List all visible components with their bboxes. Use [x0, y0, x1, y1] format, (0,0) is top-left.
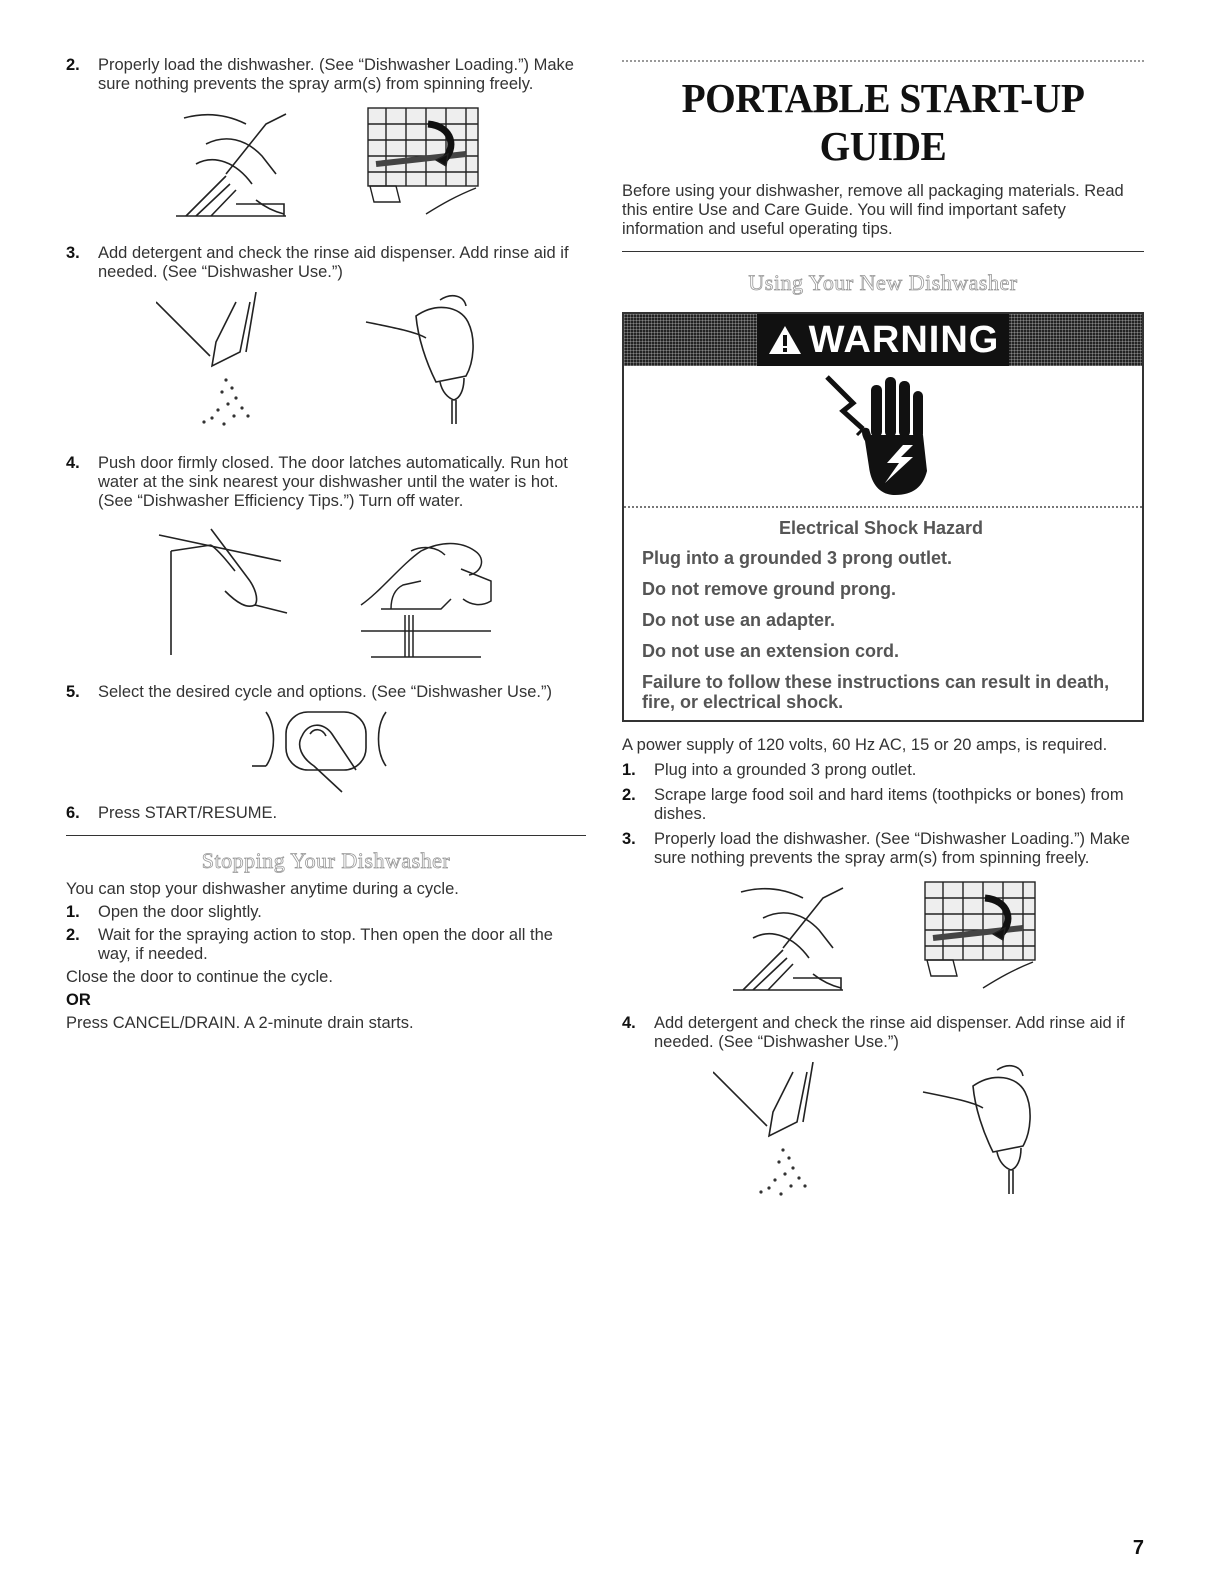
- page-number: 7: [1132, 1537, 1144, 1559]
- using-section-heading: Using Your New Dishwasher: [748, 270, 1018, 295]
- section-divider: [66, 835, 586, 836]
- step-number: 3.: [622, 830, 636, 848]
- step-text: Scrape large food soil and hard items (toothpicks or bones) from dishes.: [654, 786, 1124, 823]
- hazard-line: Do not use an extension cord.: [642, 641, 900, 661]
- portable-loading-illustrations: [622, 878, 1144, 996]
- loading-illustrations: [66, 104, 586, 222]
- warning-label: [757, 314, 1010, 366]
- step-number: 6.: [66, 804, 80, 822]
- detergent-illustrations: [66, 292, 586, 432]
- right-column: [622, 60, 1144, 1202]
- step-text: Add detergent and check the rinse aid dispenser. Add rinse aid if needed. (See “Dishwasher Use.”): [98, 244, 569, 281]
- step-text: Add detergent and check the rinse aid dispenser. Add rinse aid if needed. (See “Dishwasher Use.”): [654, 1014, 1125, 1051]
- step-number: 1.: [622, 761, 636, 779]
- step-3-detergent: [66, 244, 586, 282]
- closing-door-illustration: [151, 521, 291, 661]
- step-text: Wait for the spraying action to stop. Then open the door all the way, if needed.: [98, 926, 553, 963]
- portable-step-3: [622, 830, 1144, 868]
- step-text: Select the desired cycle and options. (See “Dishwasher Use.”): [98, 683, 552, 701]
- spray-arm-illustration: [913, 878, 1043, 996]
- step-number: 3.: [66, 244, 80, 262]
- hazard-line: Do not use an adapter.: [642, 610, 836, 630]
- warning-text: WARNING: [808, 318, 1000, 361]
- step-text: Plug into a grounded 3 prong outlet.: [654, 761, 917, 779]
- electric-shock-hand-icon: [823, 371, 943, 501]
- cancel-drain-text: Press CANCEL/DRAIN. A 2-minute drain starts.: [66, 1014, 414, 1032]
- close-door-text: Close the door to continue the cycle.: [66, 968, 333, 986]
- section-divider: [622, 251, 1144, 252]
- stop-step-2: [66, 926, 586, 964]
- faucet-running-water-illustration: [351, 521, 501, 661]
- warning-banner: [624, 314, 1142, 366]
- portable-step-1: [622, 761, 1144, 780]
- hazard-line: Plug into a grounded 3 prong outlet.: [642, 548, 952, 568]
- hand-holding-rack-illustration: [723, 878, 853, 996]
- step-number: 4.: [66, 454, 80, 472]
- door-water-illustrations: [66, 521, 586, 661]
- button-press-illustration-row: [66, 706, 586, 802]
- step-text: Properly load the dishwasher. (See “Dishwasher Loading.”) Make sure nothing prevents the spray arm(s) from spinning freely.: [654, 830, 1130, 867]
- step-5-select-cycle: [66, 683, 586, 702]
- hazard-line: Failure to follow these instructions can result in death, fire, or electrical shock.: [642, 672, 1110, 712]
- top-dotted-rule: [622, 60, 1144, 62]
- left-column: [66, 56, 586, 1033]
- stopping-intro: You can stop your dishwasher anytime during a cycle.: [66, 880, 459, 898]
- pouring-detergent-illustration: [713, 1062, 853, 1202]
- stopping-section-heading: Stopping Your Dishwasher: [201, 848, 451, 873]
- stop-step-1: [66, 903, 586, 922]
- hazard-text-block: [624, 508, 1142, 720]
- step-text: Press START/RESUME.: [98, 804, 278, 822]
- step-number: 5.: [66, 683, 80, 701]
- pouring-detergent-illustration: [156, 292, 296, 432]
- finger-pressing-button-illustration: [246, 706, 406, 802]
- power-supply-text: A power supply of 120 volts, 60 Hz AC, 15 or 20 amps, is required.: [622, 736, 1108, 754]
- hand-holding-rack-illustration: [166, 104, 296, 222]
- warning-triangle-icon: [767, 324, 803, 356]
- or-label: OR: [66, 991, 91, 1009]
- hazard-line: Do not remove ground prong.: [642, 579, 896, 599]
- step-number: 2.: [622, 786, 636, 804]
- step-6-start: [66, 804, 586, 823]
- step-text: Push door firmly closed. The door latches automatically. Run hot water at the sink nearest your dishwasher until the water is hot. (See “Dishwasher Efficiency Tips.”) Turn off water.: [98, 454, 568, 510]
- step-4-door: [66, 454, 586, 511]
- step-number: 2.: [66, 926, 80, 944]
- intro-text: Before using your dishwasher, remove all packaging materials. Read this entire Use and Care Guide. You will find important safety information and useful operating tips.: [622, 182, 1124, 238]
- portable-detergent-illustrations: [622, 1062, 1144, 1202]
- step-2-load: [66, 56, 586, 94]
- warning-box: [622, 312, 1144, 722]
- step-text: Properly load the dishwasher. (See “Dishwasher Loading.”) Make sure nothing prevents the spray arm(s) from spinning freely.: [98, 56, 574, 93]
- shock-icon-area: [624, 366, 1142, 506]
- portable-step-2: [622, 786, 1144, 824]
- portable-step-4: [622, 1014, 1144, 1052]
- spray-arm-illustration: [356, 104, 486, 222]
- step-number: 1.: [66, 903, 80, 921]
- rinse-aid-bottle-illustration: [913, 1062, 1053, 1202]
- rinse-aid-bottle-illustration: [356, 292, 496, 432]
- step-number: 2.: [66, 56, 80, 74]
- page-title: PORTABLE START-UP GUIDE: [681, 75, 1085, 169]
- hazard-title: Electrical Shock Hazard: [778, 518, 984, 538]
- step-text: Open the door slightly.: [98, 903, 262, 921]
- step-number: 4.: [622, 1014, 636, 1032]
